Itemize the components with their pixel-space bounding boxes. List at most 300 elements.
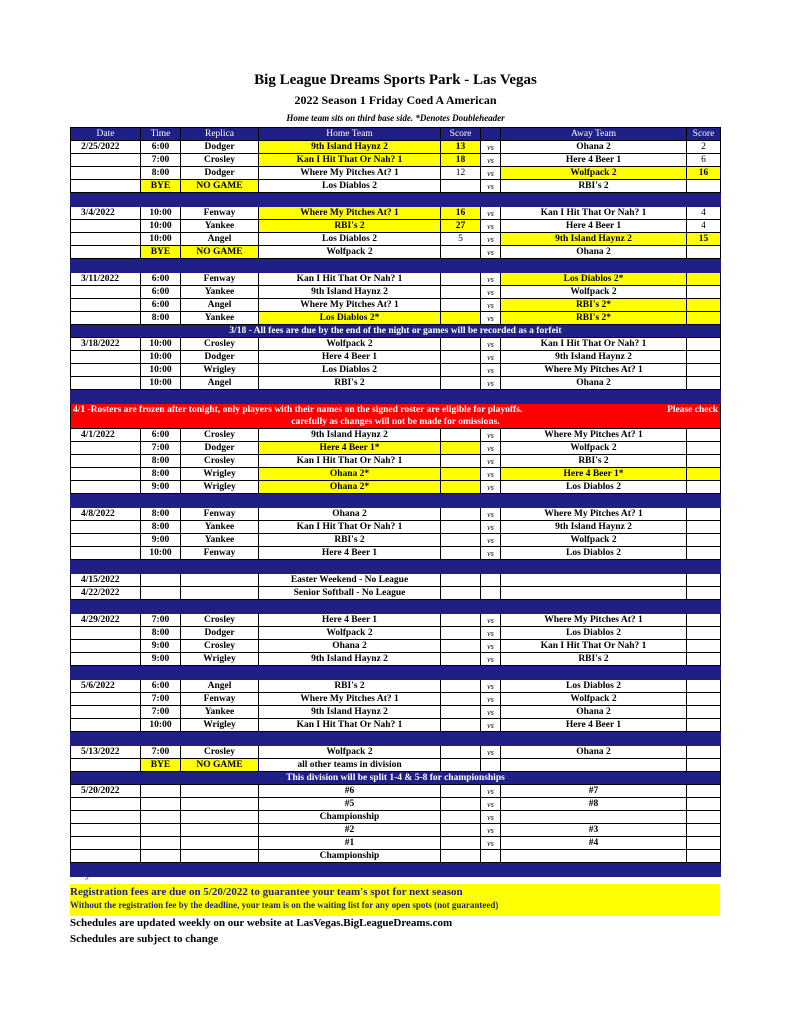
vs-cell: vs [481,824,501,837]
vs-cell: vs [481,429,501,442]
separator-bar [71,666,721,680]
date-cell [71,246,141,259]
away-team-cell: Ohana 2 [501,746,687,759]
col-time: Time [141,128,181,141]
game-row [71,364,721,377]
replica-cell [181,824,259,837]
date-cell [71,837,141,850]
date-cell [71,798,141,811]
away-score-cell: 4 [687,220,721,233]
col-home-team: Home Team [259,128,441,141]
vs-cell [481,850,501,863]
date-cell [71,824,141,837]
header-row [71,128,721,141]
vs-cell: vs [481,364,501,377]
replica-cell [181,574,259,587]
away-score-cell [687,312,721,325]
away-score-cell [687,719,721,732]
replica-cell: Angel [181,299,259,312]
away-score-cell [687,693,721,706]
home-team-cell: Here 4 Beer 1 [259,351,441,364]
away-team-cell: #8 [501,798,687,811]
date-cell [71,468,141,481]
home-team-cell: Here 4 Beer 1 [259,547,441,560]
replica-cell: Fenway [181,547,259,560]
away-team-cell: Kan I Hit That Or Nah? 1 [501,207,687,220]
away-score-cell [687,837,721,850]
time-cell: 9:00 [141,481,181,494]
away-team-cell: Here 4 Beer 1* [501,468,687,481]
date-cell [71,481,141,494]
time-cell: 7:00 [141,693,181,706]
date-cell: 4/15/2022 [71,574,141,587]
vs-cell: vs [481,706,501,719]
home-score-cell [441,746,481,759]
home-team-cell: Here 4 Beer 1* [259,442,441,455]
time-cell: BYE [141,246,181,259]
game-row [71,273,721,286]
date-cell [71,364,141,377]
time-cell [141,574,181,587]
time-cell: 7:00 [141,746,181,759]
away-team-cell: 9th Island Haynz 2 [501,233,687,246]
vs-cell: vs [481,508,501,521]
vs-cell: vs [481,746,501,759]
vs-cell: vs [481,627,501,640]
away-score-cell: 15 [687,233,721,246]
time-cell: 7:00 [141,706,181,719]
home-score-cell: 13 [441,141,481,154]
time-cell: 8:00 [141,627,181,640]
replica-cell: Yankee [181,286,259,299]
date-cell [71,299,141,312]
away-score-cell [687,653,721,666]
date-cell: 3/18/2022 [71,338,141,351]
change-note: Schedules are subject to change [70,933,219,945]
vs-cell: vs [481,377,501,390]
time-cell: 8:00 [141,521,181,534]
separator-bar [71,259,721,273]
away-team-cell: Here 4 Beer 1 [501,719,687,732]
date-cell [71,220,141,233]
game-row [71,442,721,455]
alert-text-right: Please check [667,405,718,415]
home-score-cell [441,640,481,653]
date-cell [71,850,141,863]
date-cell [71,759,141,772]
date-cell [71,286,141,299]
date-cell [71,154,141,167]
game-row [71,233,721,246]
away-score-cell [687,508,721,521]
date-cell: 5/13/2022 [71,746,141,759]
away-score-cell [687,759,721,772]
away-score-cell [687,850,721,863]
time-cell: BYE [141,759,181,772]
date-cell: 4/22/2022 [71,587,141,600]
away-team-cell: Wolfpack 2 [501,693,687,706]
replica-cell: Dodger [181,141,259,154]
replica-cell: Yankee [181,521,259,534]
replica-cell: Crosley [181,746,259,759]
home-team-cell: Where My Pitches At? 1 [259,693,441,706]
separator-bar [71,193,721,207]
separator-row [71,600,721,614]
home-team-cell: Where My Pitches At? 1 [259,207,441,220]
home-team-cell: Wolfpack 2 [259,627,441,640]
game-row [71,455,721,468]
vs-cell [481,759,501,772]
col-date: Date [71,128,141,141]
date-cell [71,521,141,534]
away-team-cell: Los Diablos 2 [501,680,687,693]
home-team-cell: Los Diablos 2* [259,312,441,325]
away-score-cell: 6 [687,154,721,167]
replica-cell: NO GAME [181,180,259,193]
home-score-cell [441,587,481,600]
vs-cell: vs [481,693,501,706]
replica-cell: Crosley [181,338,259,351]
time-cell [141,811,181,824]
banner-text: 3/18 - All fees are due by the end of the night or games will be recorded as a forfeit [71,325,721,338]
replica-cell: Wrigley [181,481,259,494]
time-cell [141,837,181,850]
date-cell: 5/20/2022 [71,785,141,798]
col-replica: Replica [181,128,259,141]
replica-cell: Yankee [181,312,259,325]
away-score-cell [687,587,721,600]
vs-cell: vs [481,220,501,233]
game-row [71,154,721,167]
col-away-team: Away Team [501,128,687,141]
time-cell: 6:00 [141,429,181,442]
vs-cell: vs [481,442,501,455]
time-cell: 6:00 [141,680,181,693]
away-team-cell [501,811,687,824]
time-cell: 10:00 [141,351,181,364]
time-cell: 9:00 [141,640,181,653]
home-team-cell: Los Diablos 2 [259,364,441,377]
home-team-cell: Kan I Hit That Or Nah? 1 [259,521,441,534]
away-team-cell [501,759,687,772]
replica-cell: Dodger [181,442,259,455]
home-score-cell [441,377,481,390]
game-row [71,785,721,798]
time-cell: 10:00 [141,364,181,377]
away-score-cell [687,640,721,653]
game-row [71,824,721,837]
away-score-cell [687,299,721,312]
home-team-cell: #2 [259,824,441,837]
registration-detail: Without the registration fee by the deadline, your team is on the waiting list for any open spots (not guaranteed) [70,900,499,910]
home-team-cell: Ohana 2* [259,468,441,481]
home-score-cell [441,481,481,494]
time-cell: BYE [141,180,181,193]
vs-cell: vs [481,534,501,547]
separator-row [71,494,721,508]
vs-cell: vs [481,837,501,850]
game-row [71,746,721,759]
date-cell: 3/4/2022 [71,207,141,220]
banner-text: This division will be split 1-4 & 5-8 for championships [71,772,721,785]
home-team-cell: Championship [259,811,441,824]
vs-cell: vs [481,207,501,220]
home-team-cell: #5 [259,798,441,811]
vs-cell: vs [481,299,501,312]
vs-cell [481,574,501,587]
alert-text-line2: carefully as changes will not be made for omissions. [291,417,500,427]
game-row [71,508,721,521]
home-team-cell: Where My Pitches At? 1 [259,167,441,180]
home-score-cell [441,614,481,627]
away-team-cell: 9th Island Haynz 2 [501,351,687,364]
page-title: Big League Dreams Sports Park - Las Vegas [254,72,537,88]
vs-cell: vs [481,246,501,259]
date-cell [71,167,141,180]
game-row [71,141,721,154]
vs-cell: vs [481,614,501,627]
time-cell: 10:00 [141,719,181,732]
away-score-cell [687,746,721,759]
home-team-cell: Los Diablos 2 [259,233,441,246]
home-score-cell [441,759,481,772]
time-cell: 7:00 [141,614,181,627]
home-team-cell: 9th Island Haynz 2 [259,286,441,299]
home-score-cell: 27 [441,220,481,233]
time-cell: 10:00 [141,220,181,233]
home-score-cell: 16 [441,207,481,220]
replica-cell [181,785,259,798]
away-score-cell [687,614,721,627]
away-team-cell: Ohana 2 [501,706,687,719]
home-score-cell [441,798,481,811]
time-cell: 6:00 [141,273,181,286]
banner-row [71,325,721,338]
vs-cell: vs [481,481,501,494]
date-cell [71,455,141,468]
replica-cell: Fenway [181,693,259,706]
away-team-cell [501,574,687,587]
home-score-cell [441,627,481,640]
website-note: Schedules are updated weekly on our website at LasVegas.BigLeagueDreams.com [70,917,453,929]
away-score-cell [687,286,721,299]
home-team-cell: Kan I Hit That Or Nah? 1 [259,455,441,468]
separator-row [71,193,721,207]
vs-cell: vs [481,167,501,180]
home-score-cell [441,364,481,377]
away-score-cell [687,364,721,377]
home-team-cell: all other teams in division [259,759,441,772]
away-team-cell: Wolfpack 2 [501,442,687,455]
home-score-cell [441,246,481,259]
home-score-cell [441,824,481,837]
time-cell: 6:00 [141,286,181,299]
home-score-cell [441,653,481,666]
replica-cell: Yankee [181,534,259,547]
replica-cell: Wrigley [181,364,259,377]
away-team-cell: Los Diablos 2 [501,547,687,560]
away-score-cell [687,680,721,693]
date-cell: 5/6/2022 [71,680,141,693]
replica-cell [181,811,259,824]
away-team-cell: Kan I Hit That Or Nah? 1 [501,338,687,351]
game-row [71,693,721,706]
home-team-cell: 9th Island Haynz 2 [259,429,441,442]
away-team-cell: Wolfpack 2 [501,286,687,299]
date-cell [71,811,141,824]
vs-cell: vs [481,154,501,167]
time-cell: 7:00 [141,154,181,167]
away-team-cell: Los Diablos 2 [501,627,687,640]
replica-cell: Crosley [181,429,259,442]
replica-cell: Fenway [181,207,259,220]
home-team-cell: #6 [259,785,441,798]
home-team-cell: 9th Island Haynz 2 [259,653,441,666]
away-score-cell [687,455,721,468]
playoffs-note: Playoffs for this division will be on 5/20/2022. [70,868,282,880]
time-cell: 8:00 [141,508,181,521]
home-score-cell [441,286,481,299]
home-team-cell: RBI's 2 [259,534,441,547]
time-cell [141,824,181,837]
game-row [71,167,721,180]
away-team-cell: Here 4 Beer 1 [501,220,687,233]
banner-row [71,772,721,785]
away-team-cell: RBI's 2* [501,299,687,312]
home-team-cell: Easter Weekend - No League [259,574,441,587]
home-score-cell [441,299,481,312]
time-cell: 10:00 [141,207,181,220]
away-team-cell: RBI's 2 [501,180,687,193]
col-home-score: Score [441,128,481,141]
game-row [71,850,721,863]
home-score-cell [441,837,481,850]
home-score-cell [441,521,481,534]
away-score-cell [687,468,721,481]
replica-cell [181,798,259,811]
col-away-score: Score [687,128,721,141]
schedule-table [70,127,721,877]
game-row [71,220,721,233]
date-cell [71,442,141,455]
home-team-cell: Where My Pitches At? 1 [259,299,441,312]
away-score-cell [687,521,721,534]
replica-cell [181,587,259,600]
home-team-cell: Senior Softball - No League [259,587,441,600]
away-score-cell [687,706,721,719]
vs-cell: vs [481,680,501,693]
game-row [71,534,721,547]
replica-cell [181,850,259,863]
home-team-cell: Championship [259,850,441,863]
vs-cell: vs [481,455,501,468]
home-team-cell: Ohana 2* [259,481,441,494]
separator-row [71,732,721,746]
alert-text: 4/1 -Rosters are frozen after tonight, only players with their names on the signed roster are eligible for playoffs. [73,405,523,415]
home-team-cell: #1 [259,837,441,850]
separator-bar [71,560,721,574]
game-row [71,521,721,534]
away-score-cell [687,442,721,455]
date-cell [71,627,141,640]
vs-cell: vs [481,811,501,824]
game-row [71,680,721,693]
away-team-cell: Wolfpack 2 [501,167,687,180]
replica-cell: Dodger [181,351,259,364]
home-score-cell [441,468,481,481]
home-team-cell: Ohana 2 [259,640,441,653]
home-team-cell: Kan I Hit That Or Nah? 1 [259,273,441,286]
away-team-cell: Where My Pitches At? 1 [501,614,687,627]
replica-cell: Fenway [181,508,259,521]
replica-cell: Fenway [181,273,259,286]
separator-row [71,560,721,574]
game-row [71,574,721,587]
replica-cell: Yankee [181,706,259,719]
home-team-cell: 9th Island Haynz 2 [259,141,441,154]
alert-row [71,404,721,429]
away-score-cell [687,785,721,798]
away-team-cell: Los Diablos 2* [501,273,687,286]
vs-cell: vs [481,521,501,534]
vs-cell: vs [481,286,501,299]
home-team-cell: RBI's 2 [259,220,441,233]
time-cell: 10:00 [141,377,181,390]
replica-cell: NO GAME [181,759,259,772]
game-row [71,207,721,220]
away-team-cell: Ohana 2 [501,377,687,390]
date-cell: 2/25/2022 [71,141,141,154]
game-row [71,627,721,640]
replica-cell: NO GAME [181,246,259,259]
vs-cell: vs [481,351,501,364]
away-score-cell [687,429,721,442]
away-team-cell: #4 [501,837,687,850]
time-cell: 6:00 [141,141,181,154]
replica-cell: Angel [181,680,259,693]
away-team-cell: Kan I Hit That Or Nah? 1 [501,640,687,653]
game-row [71,640,721,653]
away-score-cell [687,574,721,587]
home-score-cell [441,442,481,455]
time-cell: 9:00 [141,653,181,666]
home-team-cell: RBI's 2 [259,377,441,390]
alert-cell [71,404,721,429]
away-score-cell [687,547,721,560]
game-row [71,312,721,325]
away-team-cell [501,850,687,863]
home-score-cell [441,351,481,364]
home-team-cell: Wolfpack 2 [259,746,441,759]
time-cell: 9:00 [141,534,181,547]
away-team-cell: #7 [501,785,687,798]
time-cell [141,798,181,811]
home-score-cell [441,811,481,824]
game-row [71,180,721,193]
date-cell [71,547,141,560]
vs-cell: vs [481,653,501,666]
replica-cell: Crosley [181,614,259,627]
game-row [71,246,721,259]
time-cell: 10:00 [141,338,181,351]
game-row [71,481,721,494]
home-team-cell: Wolfpack 2 [259,338,441,351]
away-score-cell [687,338,721,351]
away-team-cell: RBI's 2* [501,312,687,325]
date-cell [71,180,141,193]
date-cell [71,653,141,666]
away-team-cell: Ohana 2 [501,141,687,154]
